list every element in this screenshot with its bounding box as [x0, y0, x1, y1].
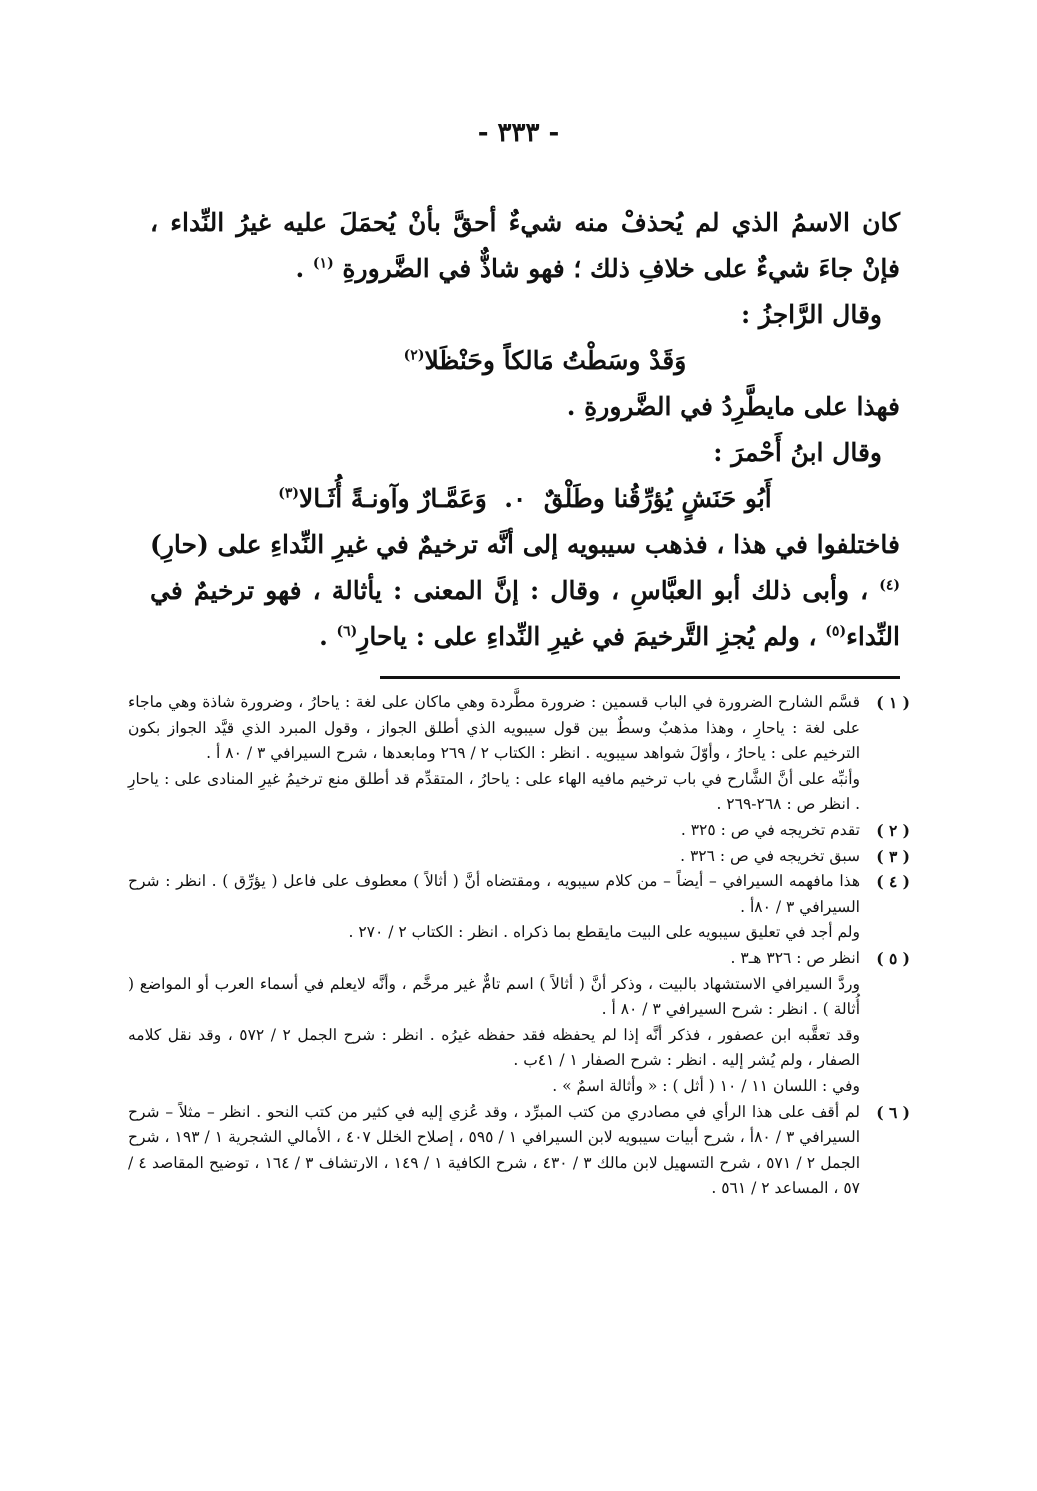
footnote-3: [128, 844, 910, 870]
footnote-text: وردَّ السيرافي الاستشهاد بالبيت ، وذكر أنَّ ( أثالاً ) اسم تامٌّ غير مرخَّم ، وأنَّه لايعلم في أسماء العرب أو المواضع ( أُثالة ) . انظر : شرح السيرافي ٣ / ٨٠ أ .: [128, 974, 860, 1019]
footnote-ref-4[interactable]: (٤): [879, 577, 900, 594]
footnote-text: انظر ص : ٣٢٦ هـ٣ .: [730, 948, 860, 967]
footnote-text: وفي : اللسان ١١ / ١٠ ( أثل ) : « وأثالة اسمٌ » .: [552, 1076, 860, 1095]
footnote-text: وقد تعقَّبه ابن عصفور ، فذكر أنَّه إذا لم يحفظه فقد حفظه غيرُه . انظر : شرح الجمل ٢ / ٥٧٢ ، وقد نقل كلامه الصفار ، ولم يُشر إليه . انظر : شرح الصفار ١ / ٤١ب .: [128, 1025, 861, 1070]
footnote-number: ( ٣ ): [876, 846, 910, 866]
footnote-1: [128, 690, 910, 767]
footnote-2: [128, 818, 910, 844]
footnote-text: لم أقف على هذا الرأي في مصادري من كتب المبرِّد ، وقد عُزي إليه في كثير من كتب النحو . انظر – مثلاً – شرح السيرافي ٣ / ٨٠أ ، شرح أبيات سيبويه لابن السيرافي ١ / ٥٩٥ ، إصلاح الخلل ٤٠٧ ، الأمالي الشجرية ١ / ١٩٣ ، شرح الجمل ٢ / ٥٧١ ، شرح التسهيل لابن مالك ٣ / ٤٣٠ ، شرح الكافية ١ / ١٤٩ ، الارتشاف ٣ / ١٦٤ ، توضيح المقاصد ٤ / ٥٧ ، المساعد ٢ / ٥٦١ .: [128, 1102, 861, 1198]
footnote-number: ( ٢ ): [876, 820, 910, 840]
footnote-number: ( ٥ ): [876, 948, 910, 968]
footnote-text: تقدم تخريجه في ص : ٣٢٥ .: [680, 820, 860, 839]
footnote-number: ( ١ ): [876, 693, 910, 712]
footnote-text: سبق تخريجه في ص : ٣٢٦ .: [680, 846, 860, 865]
verse-separator: ٠.: [504, 484, 527, 513]
footnote-5: [128, 946, 910, 972]
footnote-text: قسَّم الشارح الضرورة في الباب قسمين : ضرورة مطَّردة وهي ماكان على لغة : ياحارُ ، وضرورة شاذة وهي ماجاء على لغة : ياحارِ ، وهذا مذهبٌ وسطٌ بين قول سيبويه الذي أطلق الجواز ، وقول المبرد الذي قيَّد الجواز بكون الترخيم على : ياحارُ ، وأوّلَ شواهد سيبويه . انظر : الكتاب ٢ / ٢٦٩ ومابعدها ، شرح السيرافي ٣ / ٨٠ أ .: [128, 693, 860, 763]
footnote-ref-1[interactable]: (١): [312, 255, 334, 272]
footnote-text: هذا مافهمه السيرافي – أيضاً – من كلام سيبويه ، ومقتضاه أنَّ ( أثالاً ) معطوف على فاعل ( يؤرِّق ) . انظر : شرح السيرافي ٣ / ٨٠أ .: [128, 872, 860, 916]
footnote-ref-3[interactable]: (٣): [278, 485, 300, 502]
footnote-number: ( ٦ ): [876, 1102, 910, 1122]
footnote-text: ولم أجد في تعليق سيبويه على البيت مايقطع بما ذكراه . انظر : الكتاب ٢ / ٢٧٠ .: [348, 923, 860, 942]
footnote-6: [128, 1100, 910, 1202]
footnote-divider: [380, 676, 900, 679]
paragraph-5: فاختلفوا في هذا ، فذهب سيبويه إلى أنَّه ترخيمٌ في غيرِ النِّداءِ على (حارِ)$^{(٤)}$ ، وأبى ذلك أبو العبَّاسِ ، وقال : إنَّ المعنى : يأثالة ، فهو ترخيمٌ في النِّداء$^{(٥)}$ ، ولم يُجزِ التَّرخيمَ في غيرِ النِّداءِ على : ياحارِ$^{(٦)}$ .: [150, 530, 900, 651]
paragraph-1: كان الاسمُ الذي لم يُحذفْ منه شيءٌ أحقَّ بأنْ يُحمَلَ عليه غيرُ النِّداء ، فإنْ جاءَ شيءٌ على خلافِ ذلك ؛ فهو شاذٌّ في الضَّرورةِ $^{(١)}$ .: [150, 208, 900, 283]
footnote-number: ( ٤ ): [876, 872, 910, 892]
verse-2-hemistich-2: وَعَمَّـارٌ وآونـةً أُثَـالا: [299, 484, 487, 513]
page-number: - ٣٣٣ -: [477, 118, 560, 148]
verse-2-hemistich-1: أَبُو حَنَشٍ يُؤرِّقُنا وطَلْقٌ: [543, 484, 772, 513]
verse-1: وَقَدْ وسَطْتُ مَالكاً وحَنْظَلا$^{(٢)}$: [403, 346, 687, 375]
footnote-ref-2[interactable]: (٢): [403, 347, 425, 364]
footnote-ref-5[interactable]: (٥): [825, 623, 847, 640]
paragraph-4: وقال ابنُ أَحْمرَ :: [713, 438, 882, 467]
footnotes: [128, 690, 910, 1202]
footnote-ref-6[interactable]: (٦): [336, 623, 358, 640]
paragraph-2: وقال الرَّاجزُ :: [741, 300, 882, 329]
main-text: [150, 200, 900, 660]
paragraph-3: فهذا على مايطَّرِدُ في الضَّرورةِ .: [566, 392, 900, 421]
verse-2: [150, 476, 900, 522]
footnote-text: وأنبِّه على أنَّ الشَّارح في باب ترخيم مافيه الهاء على : ياحارُ ، المتقدِّم قد أطلق منع ترخيمُ غيرِ المنادى على : ياحارِ . انظر ص : ٢٦٨-٢٦٩ .: [128, 769, 860, 814]
footnote-4: [128, 869, 910, 920]
